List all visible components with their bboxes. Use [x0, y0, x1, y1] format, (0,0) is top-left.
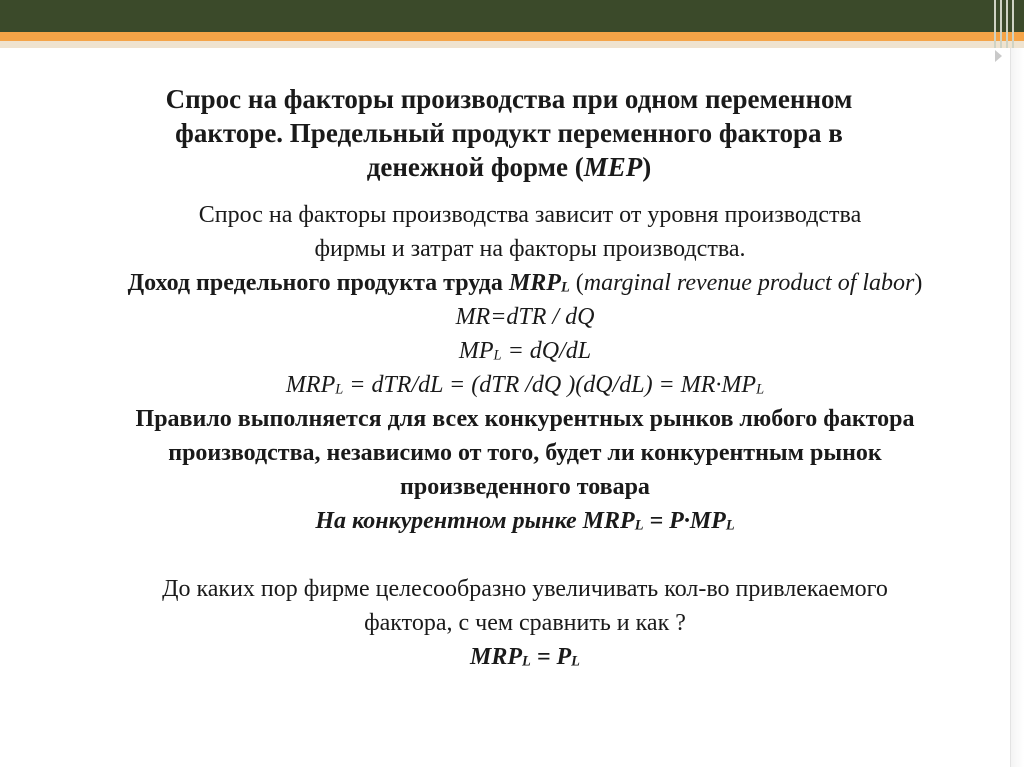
formula-mr: MR=dTR / dQ [455, 304, 595, 330]
intro-line-2: фирмы и затрат на факторы производства. [314, 236, 746, 262]
mrp-definition: Доход предельного продукта труда $MRP_L$ (marginal revenue product of labor) [127, 270, 923, 296]
header-bar-light [0, 41, 1024, 48]
corner-arrow-icon [995, 50, 1002, 62]
competitive-market-formula: На конкурентном рынке $MRP_L = P\cdot MP_L$ [315, 508, 735, 534]
slide-title-line-1: Спрос на факторы производства при одном переменном [165, 84, 853, 114]
rule-line-1: Правило выполняется для всех конкурентных рынков любого фактора [135, 406, 915, 432]
slide-title-line-2: факторе. Предельный продукт переменного фактора в [175, 118, 843, 148]
question-line-1: До каких пор фирме целесообразно увеличивать кол-во привлекаемого [162, 576, 888, 602]
header-bar-orange [0, 32, 1024, 41]
header-stripe [1012, 0, 1014, 48]
header-stripe [1000, 0, 1002, 48]
question-line-2: фактора, с чем сравнить и как ? [364, 610, 686, 636]
mep-abbreviation: MEP [583, 152, 643, 182]
formula-mp: $MP_L = dQ/dL$ [458, 338, 592, 364]
rule-line-2: производства, независимо от того, будет ли конкурентным рынок [168, 440, 882, 466]
header-stripe [1006, 0, 1008, 48]
header-stripe [994, 0, 996, 48]
answer-formula: $MRP_L = P_L$ [470, 644, 580, 670]
formula-mrp: $MRP_L = dTR/dL = (dTR$ /dQ )$(dQ/dL) = MR\cdot MP_L$ [285, 372, 765, 398]
slide-title-line-3: денежной форме (MEP) [366, 152, 652, 182]
intro-line-1: Спрос на факторы производства зависит от уровня производства [198, 202, 862, 228]
header-bar-dark [0, 0, 1024, 32]
rule-line-3: произведенного товара [400, 474, 650, 500]
